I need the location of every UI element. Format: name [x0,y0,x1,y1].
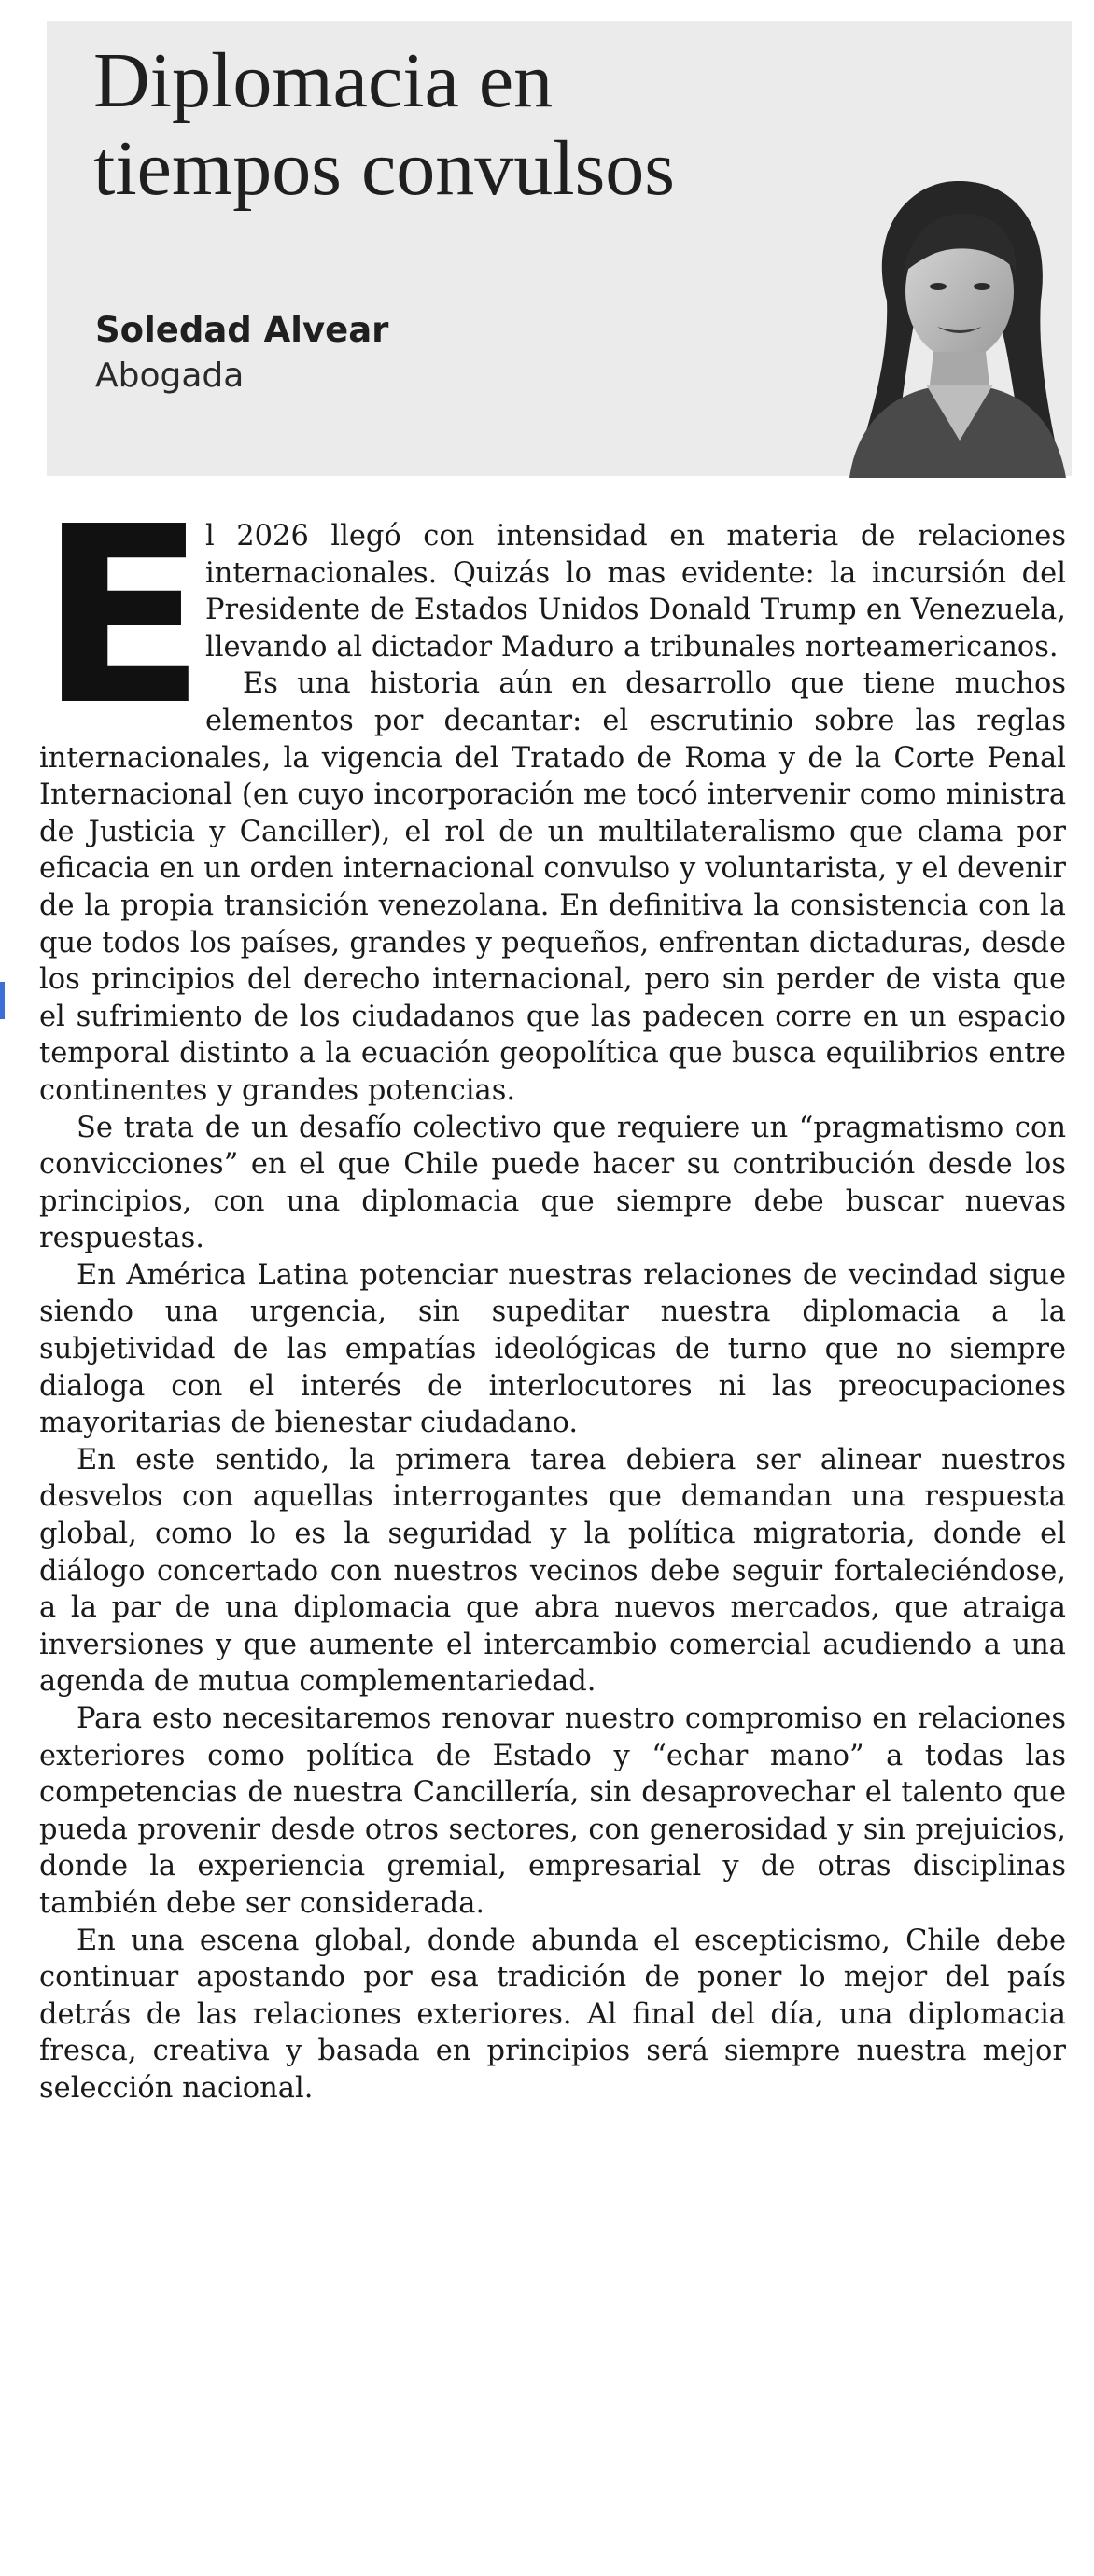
author-portrait [821,161,1066,478]
article-body [39,474,1066,2107]
paragraph: Para esto necesitaremos renovar nuestro compromiso en relaciones exteriores como política de Estado y “echar mano” a todas las competencias de nuestra Cancillería, sin desaprovechar el talento que pueda provenir desde otros sectores, con generosidad y sin prejuicios, donde la experiencia gremial, empresarial y de otras disciplinas también debe ser considerada. [39,1702,1066,1920]
paragraph: Es una historia aún en desarrollo que tiene muchos elementos por decantar: el escrutinio sobre las reglas internacionales, la vigencia del Tratado de Roma y de la Corte Penal Internacional (en cuyo incorporación me tocó intervenir como ministra de Justicia y Canciller), el rol de un multilateralismo que clama por eficacia en un orden internacional convulso y voluntarista, y el devenir de la propia transición venezolana. En definitiva la consistencia con la que todos los países, grandes y pequeños, enfrentan dictaduras, desde los principios del derecho internacional, pero sin perder de vista que el sufrimiento de los ciudadanos que las padecen corre en un espacio temporal distinto a la ecuación geopolítica que busca equilibrios entre continentes y grandes potencias. [39,667,1066,1107]
author-role: Abogada [95,357,245,395]
author-name: Soledad Alvear [95,310,389,350]
paragraph: En este sentido, la primera tarea debiera ser alinear nuestros desvelos con aquellas interrogantes que demandan una respuesta global, como lo es la seguridad y la política migratoria, donde el diálogo concertado con nuestros vecinos debe seguir fortaleciéndose, a la par de una diplomacia que abra nuevos mercados, que atraiga inversiones y que aumente el intercambio comercial acudiendo a una agenda de mutua complementariedad. [39,1443,1066,1699]
drop-cap-letter: E [39,474,206,759]
margin-marker [0,982,5,1019]
paragraph: En una escena global, donde abunda el escepticismo, Chile debe continuar apostando por esa tradición de poner lo mejor del país detrás de las relaciones exteriores. Al final del día, una diplomacia fresca, creativa y basada en principios será siempre nuestra mejor selección nacional. [39,1924,1066,2105]
paragraph: Se trata de un desafío colectivo que requiere un “pragmatismo con convicciones” en el que Chile puede hacer su contribución desde los principios, con una diplomacia que siempre debe buscar nuevas respuestas. [39,1111,1066,1255]
article-title: Diplomacia en tiempos convulsos [93,37,675,212]
paragraph [39,474,1066,759]
drop-cap [39,474,206,759]
paragraph-text: l 2026 llegó con intensidad en materia de relaciones internacionales. Quizás lo mas evidente: la incursión del Presidente de Estados Unidos Donald Trump en Venezuela, llevando al dictador Maduro a tribunales norteamericanos. [205,520,1066,664]
paragraph: En América Latina potenciar nuestras relaciones de vecindad sigue siendo una urgencia, sin supeditar nuestra diplomacia a la subjetividad de las empatías ideológicas de turno que no siempre dialoga con el interés de interlocutores ni las preocupaciones mayoritarias de bienestar ciudadano. [39,1258,1066,1440]
column-header [47,21,1072,476]
